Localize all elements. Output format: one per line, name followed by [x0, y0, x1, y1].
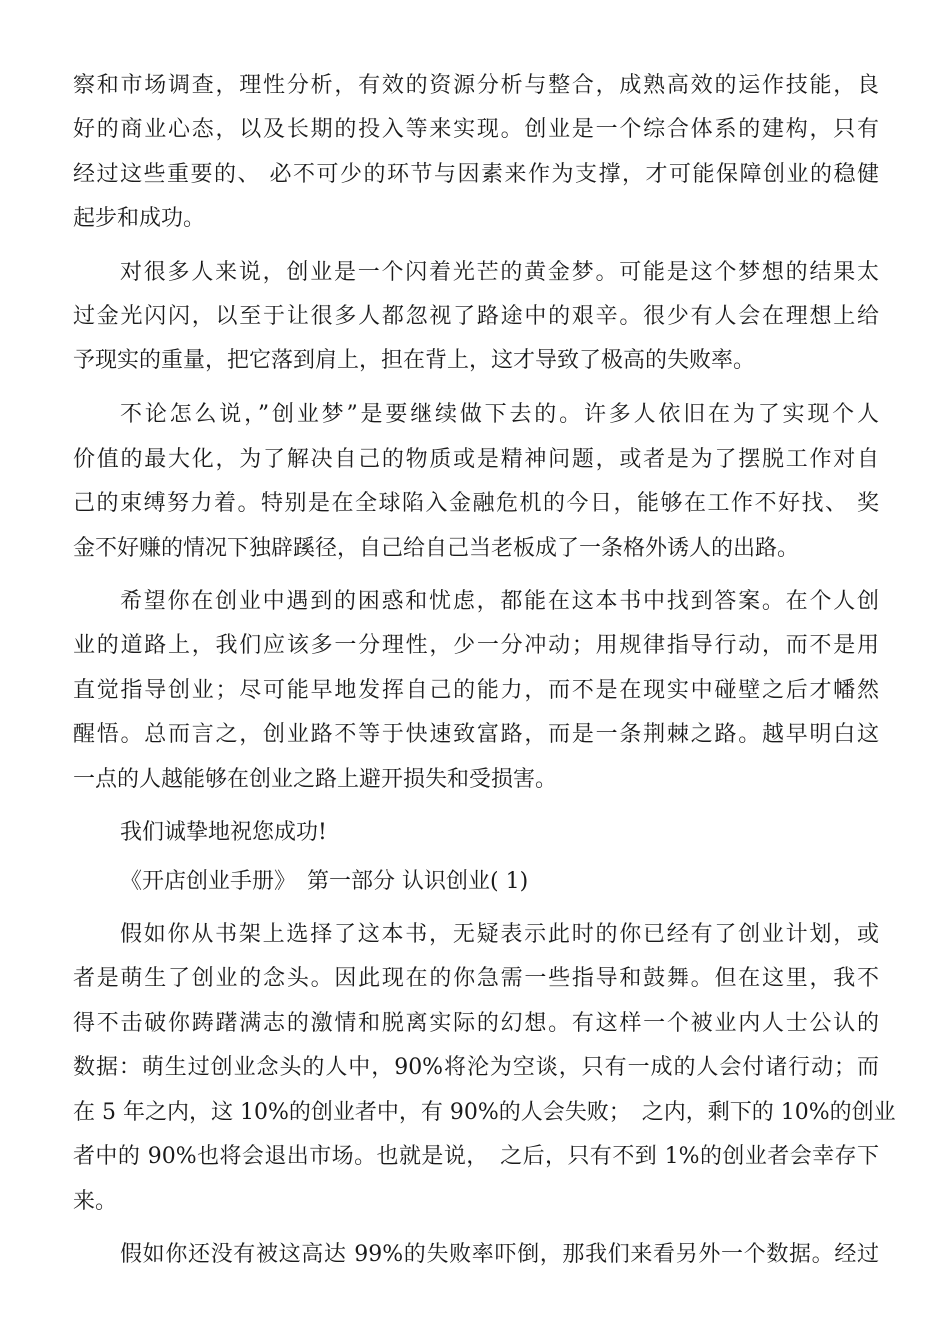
text-line: 在 5 年之内，这 10%的创业者中，有 90%的人会失败； 之内，剩下的 10%的创业 — [73, 1100, 896, 1125]
text-line: 业的道路上，我们应该多一分理性，少一分冲动；用规律指导行动，而不是用 — [73, 633, 879, 658]
text-line: 经过这些重要的、 必不可少的环节与因素来作为支撑，才可能保障创业的稳健 — [73, 162, 879, 187]
text-line: 予现实的重量，把它落到肩上，担在背上，这才导致了极高的失败率。 — [73, 348, 756, 373]
text-line: 起步和成功。 — [73, 206, 206, 231]
closing-line: 我们诚挚地祝您成功! — [120, 820, 327, 845]
text-line: 者中的 90%也将会退出市场。也就是说， 之后，只有不到 1%的创业者会幸存下 — [73, 1144, 879, 1169]
text-line: 一点的人越能够在创业之路上避开损失和受损害。 — [73, 767, 558, 792]
paragraph-first-line: 不论怎么说，”创业梦”是要继续做下去的。许多人依旧在为了实现个人 — [120, 402, 879, 427]
paragraph-first-line: 假如你从书架上选择了这本书，无疑表示此时的你已经有了创业计划，或 — [120, 922, 879, 947]
text-line: 得不击破你踌躇满志的激情和脱离实际的幻想。有这样一个被业内人士公认的 — [73, 1011, 879, 1036]
paragraph-first-line: 对很多人来说，创业是一个闪着光芒的黄金梦。可能是这个梦想的结果太 — [120, 260, 879, 285]
text-line: 者是萌生了创业的念头。因此现在的你急需一些指导和鼓舞。但在这里，我不 — [73, 966, 879, 991]
text-line: 直觉指导创业；尽可能早地发挥自己的能力，而不是在现实中碰壁之后才幡然 — [73, 678, 879, 703]
text-line: 察和市场调查，理性分析，有效的资源分析与整合，成熟高效的运作技能，良 — [73, 73, 879, 98]
text-line: 数据：萌生过创业念头的人中，90%将沦为空谈，只有一成的人会付诸行动；而 — [73, 1055, 879, 1080]
text-line: 来。 — [73, 1189, 118, 1214]
text-line: 过金光闪闪，以至于让很多人都忽视了路途中的艰辛。很少有人会在理想上给 — [73, 304, 879, 329]
section-heading: 《开店创业手册》 第一部分 认识创业( 1) — [120, 869, 529, 894]
text-line: 醒悟。总而言之，创业路不等于快速致富路，而是一条荆棘之路。越早明白这 — [73, 722, 879, 747]
text-line: 好的商业心态，以及长期的投入等来实现。创业是一个综合体系的建构，只有 — [73, 117, 879, 142]
paragraph-first-line: 希望你在创业中遇到的困惑和忧虑，都能在这本书中找到答案。在个人创 — [120, 589, 879, 614]
text-line: 价值的最大化，为了解决自己的物质或是精神问题，或者是为了摆脱工作对自 — [73, 447, 879, 472]
text-line: 金不好赚的情况下独辟蹊径，自己给自己当老板成了一条格外诱人的出路。 — [73, 536, 800, 561]
paragraph-first-line: 假如你还没有被这高达 99%的失败率吓倒，那我们来看另外一个数据。经过 — [120, 1242, 879, 1267]
text-line: 己的束缚努力着。特别是在全球陷入金融危机的今日，能够在工作不好找、 奖 — [73, 491, 879, 516]
